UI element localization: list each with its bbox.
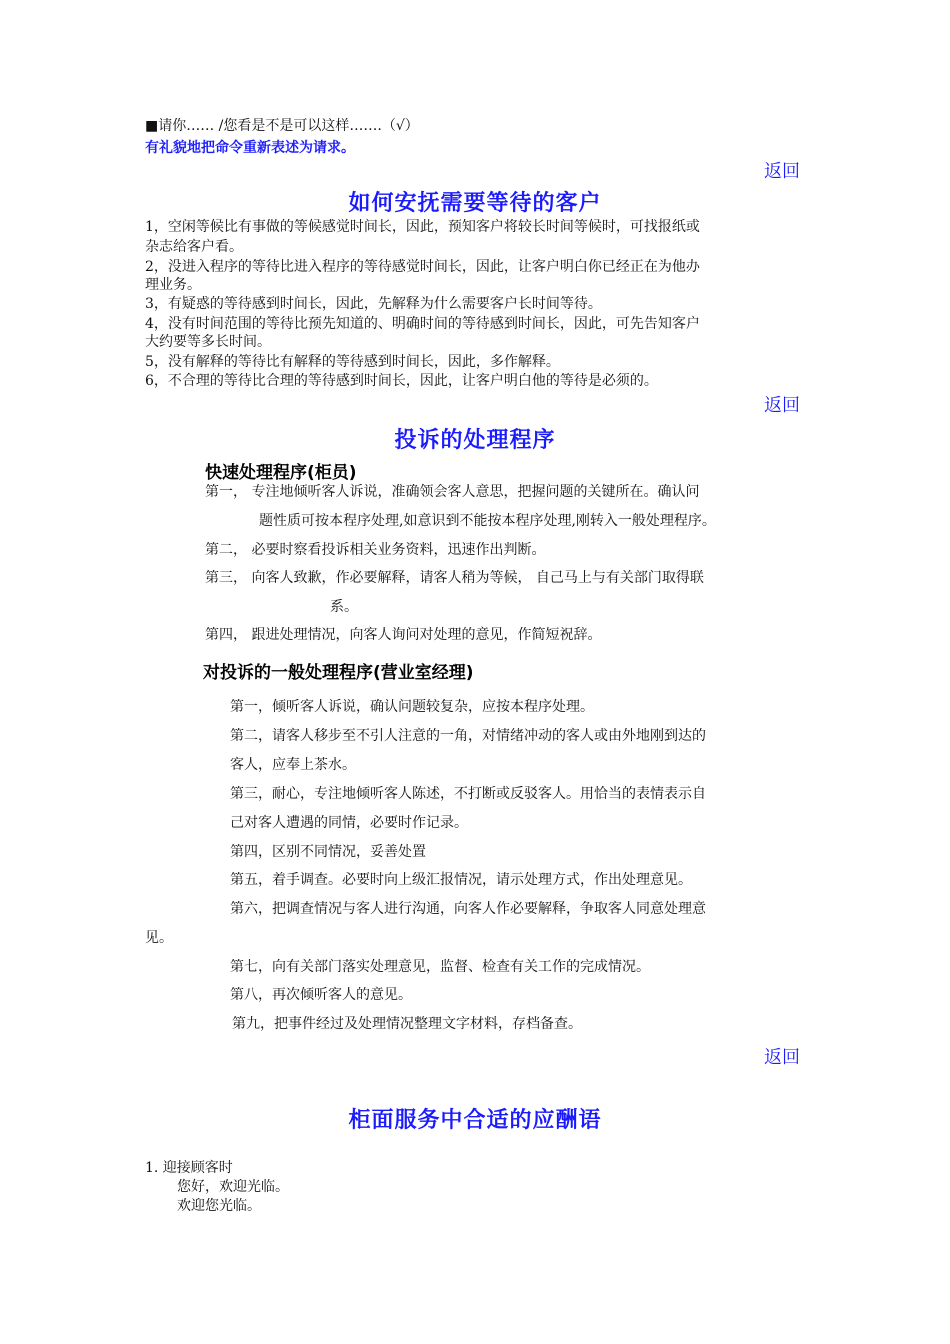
step-item: 第四，区别不同情况，妥善处置	[230, 844, 426, 860]
request-example-line: ■请你…… /您看是不是可以这样…….（√）	[145, 118, 419, 134]
list-item: 5，没有解释的等待比有解释的等待感到时间长，因此，多作解释。	[145, 354, 560, 370]
section-title-waiting-customers: 如何安抚需要等待的客户	[348, 191, 602, 216]
list-item: 欢迎您光临。	[177, 1198, 261, 1214]
step-item: 系。	[330, 599, 358, 615]
step-item: 第一， 专注地倾听客人诉说，准确领会客人意思，把握问题的关键所在。确认问	[205, 484, 700, 500]
list-item: 大约要等多长时间。	[145, 334, 271, 350]
step-item: 第三，耐心，专注地倾听客人陈述，不打断或反驳客人。用恰当的表情表示自	[230, 786, 706, 802]
back-link-3[interactable]: 返回	[764, 1047, 800, 1068]
step-item: 第五，着手调查。必要时向上级汇报情况，请示处理方式，作出处理意见。	[230, 872, 692, 888]
list-item: 理业务。	[145, 277, 201, 293]
step-item: 第七，向有关部门落实处理意见，监督、检查有关工作的完成情况。	[230, 959, 650, 975]
step-item: 见。	[145, 930, 173, 946]
list-item: 您好，欢迎光临。	[177, 1179, 289, 1195]
step-item: 第九，把事件经过及处理情况整理文字材料，存档备查。	[232, 1016, 582, 1032]
step-item: 第四， 跟进处理情况，向客人询问对处理的意见，作简短祝辞。	[205, 627, 602, 643]
step-item: 客人，应奉上茶水。	[230, 757, 356, 773]
polite-request-note: 有礼貌地把命令重新表述为请求。	[145, 140, 355, 156]
list-item: 杂志给客户看。	[145, 239, 243, 255]
list-item: 2，没进入程序的等待比进入程序的等待感觉时间长，因此，让客户明白你已经正在为他办	[145, 259, 700, 275]
back-link-1[interactable]: 返回	[764, 161, 800, 182]
subheading-quick-procedure: 快速处理程序(柜员)	[205, 463, 357, 483]
list-item: 3，有疑惑的等待感到时间长，因此，先解释为什么需要客户长时间等待。	[145, 296, 602, 312]
step-item: 第三， 向客人致歉，作必要解释，请客人稍为等候， 自己马上与有关部门取得联	[205, 570, 704, 586]
section-title-counter-greetings: 柜面服务中合适的应酬语	[348, 1108, 602, 1133]
step-item: 题性质可按本程序处理,如意识到不能按本程序处理,刚转入一般处理程序。	[259, 513, 716, 529]
list-item: 1. 迎接顾客时	[145, 1160, 233, 1176]
list-item: 6，不合理的等待比合理的等待感到时间长，因此，让客户明白他的等待是必须的。	[145, 373, 658, 389]
step-item: 己对客人遭遇的同情，必要时作记录。	[230, 815, 468, 831]
subheading-general-procedure: 对投诉的一般处理程序(营业室经理)	[203, 663, 474, 683]
section-title-complaint-procedure: 投诉的处理程序	[394, 428, 556, 453]
step-item: 第八，再次倾听客人的意见。	[230, 987, 412, 1003]
step-item: 第一，倾听客人诉说，确认问题较复杂，应按本程序处理。	[230, 699, 594, 715]
list-item: 4，没有时间范围的等待比预先知道的、明确时间的等待感到时间长，因此，可先告知客户	[145, 316, 700, 332]
step-item: 第二， 必要时察看投诉相关业务资料，迅速作出判断。	[205, 542, 546, 558]
step-item: 第二，请客人移步至不引人注意的一角，对情绪冲动的客人或由外地刚到达的	[230, 728, 706, 744]
step-item: 第六，把调查情况与客人进行沟通，向客人作必要解释，争取客人同意处理意	[230, 901, 706, 917]
list-item: 1，空闲等候比有事做的等候感觉时间长，因此，预知客户将较长时间等候时，可找报纸或	[145, 219, 700, 235]
back-link-2[interactable]: 返回	[764, 395, 800, 416]
